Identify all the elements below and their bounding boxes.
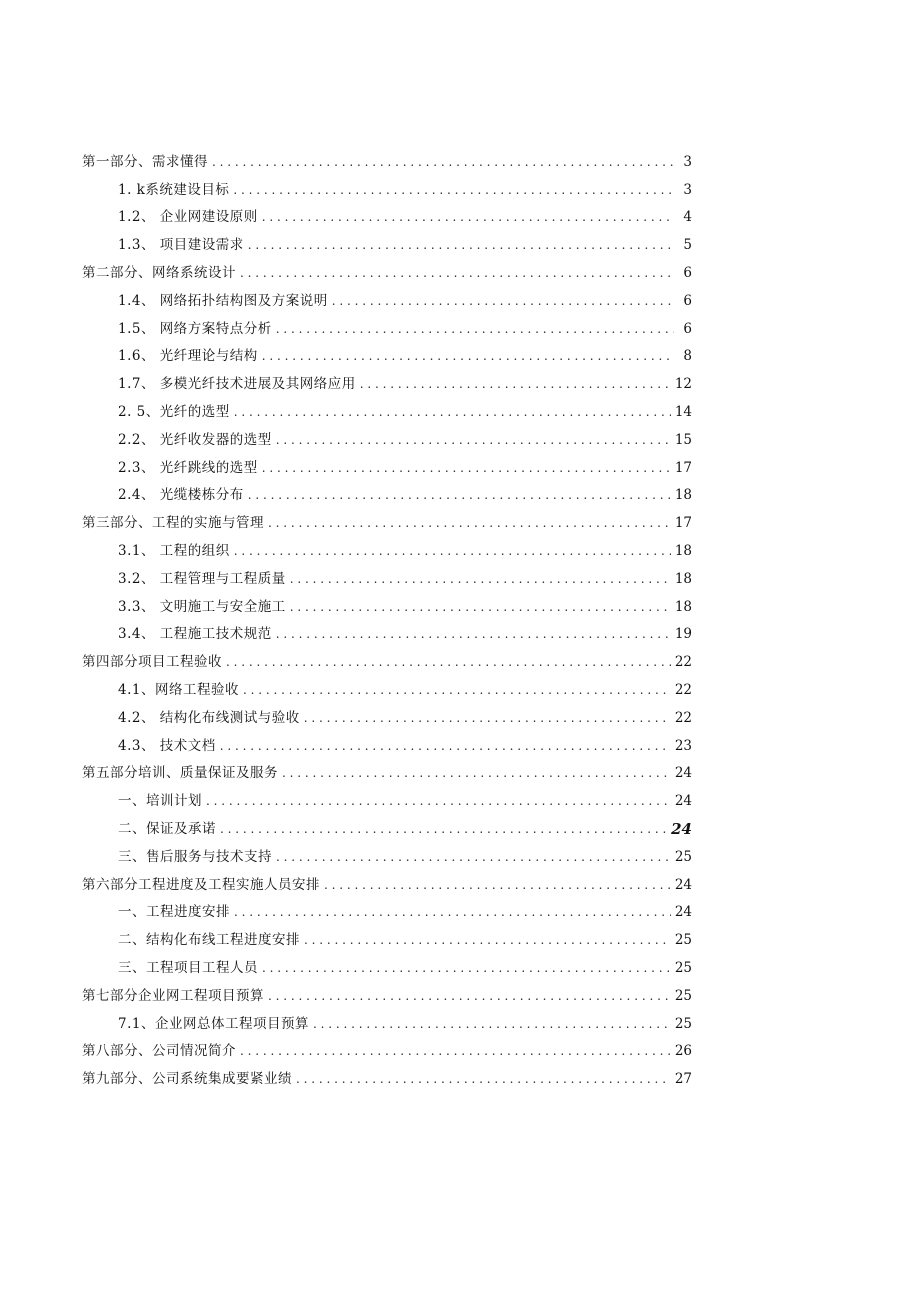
toc-entry-label: 3.1、 工程的组织 <box>118 542 230 559</box>
toc-page-number: 25 <box>674 1015 692 1032</box>
toc-subsection-entry[interactable] <box>82 922 692 950</box>
toc-dot-leader <box>268 513 671 533</box>
toc-dot-leader <box>248 235 674 255</box>
toc-subsection-entry[interactable] <box>82 227 692 255</box>
toc-dot-leader <box>220 819 667 839</box>
toc-entry-label: 2.3、 光纤跳线的选型 <box>118 459 258 476</box>
table-of-contents <box>82 144 692 1089</box>
toc-section-entry[interactable] <box>82 144 692 172</box>
toc-page-number: 6 <box>683 264 692 281</box>
toc-entry-label: 3.2、 工程管理与工程质量 <box>118 570 286 587</box>
toc-subsection-entry[interactable] <box>82 728 692 756</box>
toc-subsection-entry[interactable] <box>82 811 692 839</box>
toc-subsection-entry[interactable] <box>82 450 692 478</box>
toc-entry-label: 第五部分培训、质量保证及服务 <box>82 765 278 782</box>
toc-entry-label: 1.3、 项目建设需求 <box>118 237 244 254</box>
toc-subsection-entry[interactable] <box>82 366 692 394</box>
toc-dot-leader <box>268 986 671 1006</box>
toc-page-number: 26 <box>674 1043 692 1060</box>
toc-dot-leader <box>248 485 671 505</box>
toc-entry-label: 三、售后服务与技术支持 <box>118 848 272 865</box>
toc-subsection-entry[interactable] <box>82 422 692 450</box>
toc-entry-label: 第八部分、公司情况简介 <box>82 1043 236 1060</box>
toc-page-number: 18 <box>674 487 692 504</box>
toc-entry-label: 4.2、 结构化布线测试与验收 <box>118 709 300 726</box>
toc-dot-leader <box>262 207 674 227</box>
toc-dot-leader <box>220 736 671 756</box>
toc-dot-leader <box>233 180 674 200</box>
toc-section-entry[interactable] <box>82 1061 692 1089</box>
toc-page-number: 18 <box>674 570 692 587</box>
toc-section-entry[interactable] <box>82 756 692 784</box>
toc-section-entry[interactable] <box>82 505 692 533</box>
toc-entry-label: 第九部分、公司系统集成要紧业绩 <box>82 1071 292 1088</box>
toc-subsection-entry[interactable] <box>82 478 692 506</box>
toc-entry-label: 第二部分、网络系统设计 <box>82 264 236 281</box>
toc-page-number: 24 <box>674 904 692 921</box>
toc-page-number: 22 <box>674 709 692 726</box>
toc-entry-label: 2.2、 光纤收发器的选型 <box>118 431 272 448</box>
toc-page-number: 6 <box>683 320 692 337</box>
toc-page-number: 8 <box>683 348 692 365</box>
toc-dot-leader <box>262 958 671 978</box>
toc-section-entry[interactable] <box>82 867 692 895</box>
toc-page-number: 25 <box>674 987 692 1004</box>
toc-entry-label: 一、培训计划 <box>118 793 202 810</box>
toc-subsection-entry[interactable] <box>82 200 692 228</box>
toc-entry-label: 第三部分、工程的实施与管理 <box>82 515 264 532</box>
toc-entry-label: 1.4、 网络拓扑结构图及方案说明 <box>118 292 328 309</box>
toc-page-number: 3 <box>683 153 692 170</box>
toc-entry-label: 第七部分企业网工程项目预算 <box>82 987 264 1004</box>
toc-subsection-entry[interactable] <box>82 895 692 923</box>
toc-page-number: 15 <box>674 431 692 448</box>
toc-entry-label: 第一部分、需求懂得 <box>82 153 208 170</box>
toc-section-entry[interactable] <box>82 978 692 1006</box>
toc-dot-leader <box>243 680 671 700</box>
toc-dot-leader <box>324 875 671 895</box>
toc-dot-leader <box>240 263 674 283</box>
toc-page-number: 5 <box>683 237 692 254</box>
toc-section-entry[interactable] <box>82 644 692 672</box>
toc-dot-leader <box>276 430 671 450</box>
toc-dot-leader <box>206 791 671 811</box>
toc-entry-label: 1.2、 企业网建设原则 <box>118 209 258 226</box>
toc-page-number: 22 <box>674 654 692 671</box>
toc-dot-leader <box>304 930 671 950</box>
toc-dot-leader <box>234 402 671 422</box>
toc-entry-label: 一、工程进度安排 <box>118 904 230 921</box>
toc-page-number: 25 <box>674 848 692 865</box>
toc-entry-label: 2. 5、光纤的选型 <box>118 403 230 420</box>
toc-page-number: 25 <box>674 932 692 949</box>
toc-page-number: 12 <box>674 376 692 393</box>
toc-page-number: 19 <box>674 626 692 643</box>
toc-dot-leader <box>296 1069 671 1089</box>
toc-dot-leader <box>313 1014 671 1034</box>
toc-dot-leader <box>234 541 671 561</box>
toc-page-number: 23 <box>674 737 692 754</box>
toc-subsection-entry[interactable] <box>82 700 692 728</box>
toc-subsection-entry[interactable] <box>82 589 692 617</box>
toc-entry-label: 7.1、企业网总体工程项目预算 <box>118 1015 309 1032</box>
toc-entry-label: 4.3、 技术文档 <box>118 737 216 754</box>
toc-page-number: 27 <box>674 1071 692 1088</box>
toc-subsection-entry[interactable] <box>82 394 692 422</box>
toc-entry-label: 第四部分项目工程验收 <box>82 654 222 671</box>
toc-page-number: 18 <box>674 598 692 615</box>
toc-dot-leader <box>282 763 671 783</box>
toc-dot-leader <box>240 1041 671 1061</box>
toc-dot-leader <box>212 152 674 172</box>
toc-entry-label: 第六部分工程进度及工程实施人员安排 <box>82 876 320 893</box>
toc-page-number: 24 <box>671 819 692 838</box>
toc-entry-label: 二、保证及承诺 <box>118 820 216 837</box>
toc-entry-label: 2.4、 光缆楼栋分布 <box>118 487 244 504</box>
toc-page-number: 22 <box>674 681 692 698</box>
toc-entry-label: 1.7、 多模光纤技术进展及其网络应用 <box>118 376 356 393</box>
toc-dot-leader <box>360 374 671 394</box>
toc-subsection-entry[interactable] <box>82 783 692 811</box>
toc-page-number: 18 <box>674 542 692 559</box>
toc-dot-leader <box>304 708 671 728</box>
toc-page-number: 4 <box>683 209 692 226</box>
toc-page-number: 24 <box>674 876 692 893</box>
toc-subsection-entry[interactable] <box>82 672 692 700</box>
toc-dot-leader <box>262 346 674 366</box>
toc-section-entry[interactable] <box>82 1034 692 1062</box>
toc-dot-leader <box>276 624 671 644</box>
toc-subsection-entry[interactable] <box>82 172 692 200</box>
toc-entry-label: 4.1、网络工程验收 <box>118 681 239 698</box>
toc-subsection-entry[interactable] <box>82 1006 692 1034</box>
toc-page-number: 6 <box>683 292 692 309</box>
toc-dot-leader <box>234 902 671 922</box>
toc-page-number: 24 <box>674 765 692 782</box>
toc-page-number: 17 <box>674 459 692 476</box>
toc-subsection-entry[interactable] <box>82 561 692 589</box>
toc-entry-label: 三、工程项目工程人员 <box>118 959 258 976</box>
toc-dot-leader <box>226 652 671 672</box>
toc-entry-label: 1. k系统建设目标 <box>118 181 230 198</box>
toc-entry-label: 3.3、 文明施工与安全施工 <box>118 598 286 615</box>
toc-entry-label: 3.4、 工程施工技术规范 <box>118 626 272 643</box>
toc-subsection-entry[interactable] <box>82 617 692 645</box>
toc-entry-label: 1.5、 网络方案特点分析 <box>118 320 272 337</box>
toc-section-entry[interactable] <box>82 255 692 283</box>
toc-subsection-entry[interactable] <box>82 339 692 367</box>
toc-dot-leader <box>332 291 674 311</box>
toc-subsection-entry[interactable] <box>82 283 692 311</box>
toc-page-number: 24 <box>674 793 692 810</box>
toc-entry-label: 1.6、 光纤理论与结构 <box>118 348 258 365</box>
toc-page-number: 14 <box>674 403 692 420</box>
toc-subsection-entry[interactable] <box>82 311 692 339</box>
toc-page-number: 17 <box>674 515 692 532</box>
toc-dot-leader <box>262 458 671 478</box>
toc-subsection-entry[interactable] <box>82 950 692 978</box>
toc-dot-leader <box>290 597 671 617</box>
toc-page-number: 25 <box>674 959 692 976</box>
toc-dot-leader <box>276 319 674 339</box>
toc-dot-leader <box>276 847 671 867</box>
toc-dot-leader <box>290 569 671 589</box>
toc-subsection-entry[interactable] <box>82 839 692 867</box>
toc-subsection-entry[interactable] <box>82 533 692 561</box>
toc-entry-label: 二、结构化布线工程进度安排 <box>118 932 300 949</box>
toc-page-number: 3 <box>683 181 692 198</box>
